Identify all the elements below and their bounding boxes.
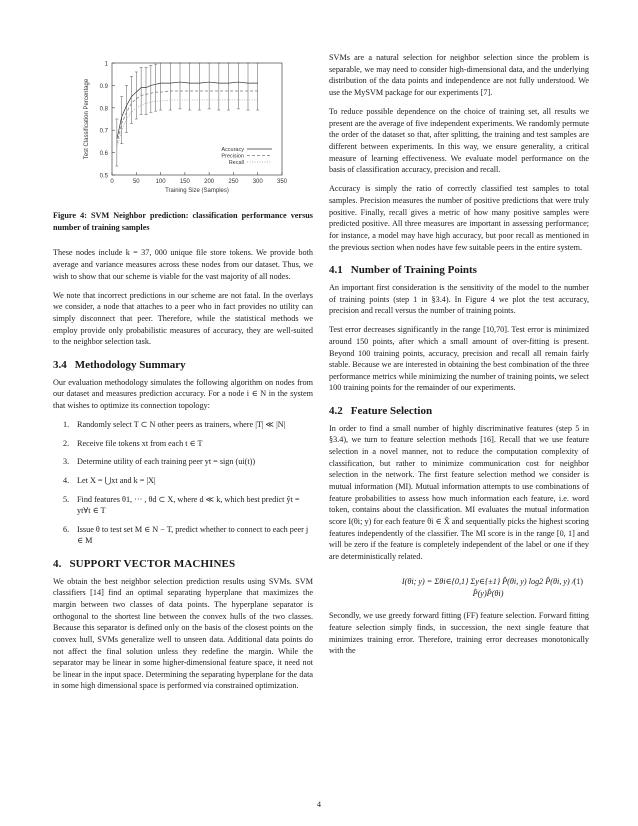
y-tick-label: 0.8 [99,106,108,113]
page-number: 4 [317,800,321,809]
paragraph: In order to find a small number of highly discriminative features (step 5 in §3.4), we turn to feature selection methods [16]. Recall that we use feature selection in a novel manner, not to reduce the computation complexity of classification, but rather to minimize communication cost for neighbor selection in the network. The first feature selection method we consider is mutual information (MI). Mutual information attempts to use combinations of feature probabilities to assess how much information each feature, i.e. word token, contains about the classification. MI evaluates the mutual information score I(θi; y) for each feature θi ∈ X̂ and sequentially picks the highest scoring features independently of the classifier. The MI score is in the range [0, 1] and will be zero if the feature is completely independent of the label or one if they are deterministically related. [329,423,589,561]
methodology-steps [53,419,313,547]
figure-caption: Figure 4: SVM Neighbor prediction: classification performance versus number of training samples [53,211,313,232]
y-tick-label: 1 [104,61,108,68]
y-tick-label: 0.6 [99,151,108,158]
list-item: 1. Randomly select T ⊂ N other peers as trainers, where |T| ≪ |N| [63,419,286,429]
list-item: 6. Issue θ to test set M ∈ N − T, predict whether to connect to each peer j ∈ M [63,524,309,546]
figure-space [53,52,313,202]
y-axis-label: Test Classification Percentage [84,78,90,160]
paragraph: Our evaluation methodology simulates the following algorithm on nodes from our dataset and measures prediction accuracy. For a node i ∈ N in the system that wishes to optimize its connection topology: [53,377,313,410]
equation-body: I(θi; y) = Σθi∈{0,1} Σy∈{±1} P̂(θi, y) log2 P̂(θi, y) / P̂(y)P̂(θi) [401,577,575,599]
x-tick-label: 100 [155,179,166,185]
paragraph: An important first consideration is the sensitivity of the model to the number of training points (step 1 in §3.4). In Figure 4 we plot the test accuracy, precision and recall versus the number of training points. [329,282,589,316]
paragraph: Test error decreases significantly in the range [10,70]. Test error is minimized around 150 points, after which a small amount of over-fitting is present. Beyond 100 training points, accuracy, precision and recall all remain fairly stable. Because we are interested in obtaining the best combination of the three performance metrics while minimizing the number of training points, we select 100 training points for the remainder of our experiments. [329,325,589,393]
legend-label: Accuracy [221,147,244,153]
equation-number: (1) [573,577,583,587]
paragraph: SVMs are a natural selection for neighbor selection since the problem is separable, we may need to consider high-dimensional data, and the underlying distribution of the data points and independence are not fully understood. We use the MySVM package for our experiments [7]. [329,53,589,97]
paragraph: Secondly, we use greedy forward fitting (FF) feature selection. Forward fitting feature selection simply finds, in succession, the next single feature that minimizes training error. Therefore, training error decreases monotonically with the [329,611,589,656]
list-item: 4. Let X = ⋃xt and k = |X| [63,475,156,485]
x-tick-label: 200 [204,179,215,185]
legend-label: Precision [221,153,244,160]
list-item: 3. Determine utility of each training peer yt = sign (ui(t)) [63,457,256,467]
list-item: 5. Find features θ1, ··· , θd ⊂ X, where d ≪ k, which best predict ŷt = yt∀t ∈ T [63,494,300,516]
y-tick-label: 0.9 [99,83,108,90]
paragraph: We obtain the best neighbor selection prediction results using SVMs. SVM classifiers [14] find an optimal separating hyperplane that maximizes the margin between two classes of data points. The hyperplane separator is orthogonal to the shortest line between the convex hulls of the two classes. Because this separator is defined only on the basis of the closest points on the convex hull, SVMs generalize well to unseen data. Additional data points do not affect the final solution unless they redefine the margin. While the separator may be linear in some higher-dimensional feature space, it need not be linear in the input space. Determining the separating hyperplane for the data in some high dimensional space is performed via constrained optimization. [53,576,313,691]
x-tick-label: 250 [228,179,239,185]
legend-label: Recall [228,160,244,166]
x-tick-label: 350 [276,179,288,185]
x-axis-label: Training Size (Samples) [165,188,229,194]
section-heading-4-2: 4.2 Feature Selection [329,405,433,418]
paragraph: Accuracy is simply the ratio of correctly classified test samples to total samples. Precision measures the number of positive predictions that were truly positive. Finally, recall gives a metric of how many positive samples were predicted positive. All three measures are important in assessing performance; for instance, a model may have high accuracy, but poor recall as mentioned in the previous section when nodes have few suitable peers in the entire system. [329,184,589,252]
list-item: 2. Receive file tokens xt from each t ∈ T [63,438,203,448]
x-tick-label: 50 [132,179,140,185]
x-tick-label: 0 [110,179,114,185]
x-tick-label: 300 [252,179,263,185]
right-column [329,52,589,664]
y-tick-label: 0.5 [99,173,108,180]
left-column [53,52,313,700]
paragraph: We note that incorrect predictions in our scheme are not fatal. In the overlays we consider, a node that attaches to a peer who in fact provides no utility can simply disconnect that peer. Therefore, while the statistical methods we employ provide only probabilistic measures of accuracy, they are well-suited to the neighbor selection task. [53,290,313,347]
section-heading-4-1: 4.1 Number of Training Points [329,264,477,277]
paragraph: To reduce possible dependence on the choice of training set, all results we present are the average of five independent experiments. We randomly permute the order of the dataset so that, after splitting, the training and test samples are different between experiments. In this way, we ensure generality, a critical measure of learning effectiveness. We evaluate model performance on the basis of classification accuracy, precision and recall. [329,107,589,175]
equation-1 [329,570,589,600]
section-heading-4: 4. SUPPORT VECTOR MACHINES [53,558,236,571]
x-tick-label: 150 [179,179,190,185]
y-tick-label: 0.7 [99,128,108,135]
section-heading-3-4: 3.4 Methodology Summary [53,358,186,371]
paragraph: These nodes include k = 37, 000 unique file store tokens. We provide both average and variance measures across these nodes from our dataset. Thus, we wish to show that our scheme is viable for the vast majority of all nodes. [53,248,313,281]
